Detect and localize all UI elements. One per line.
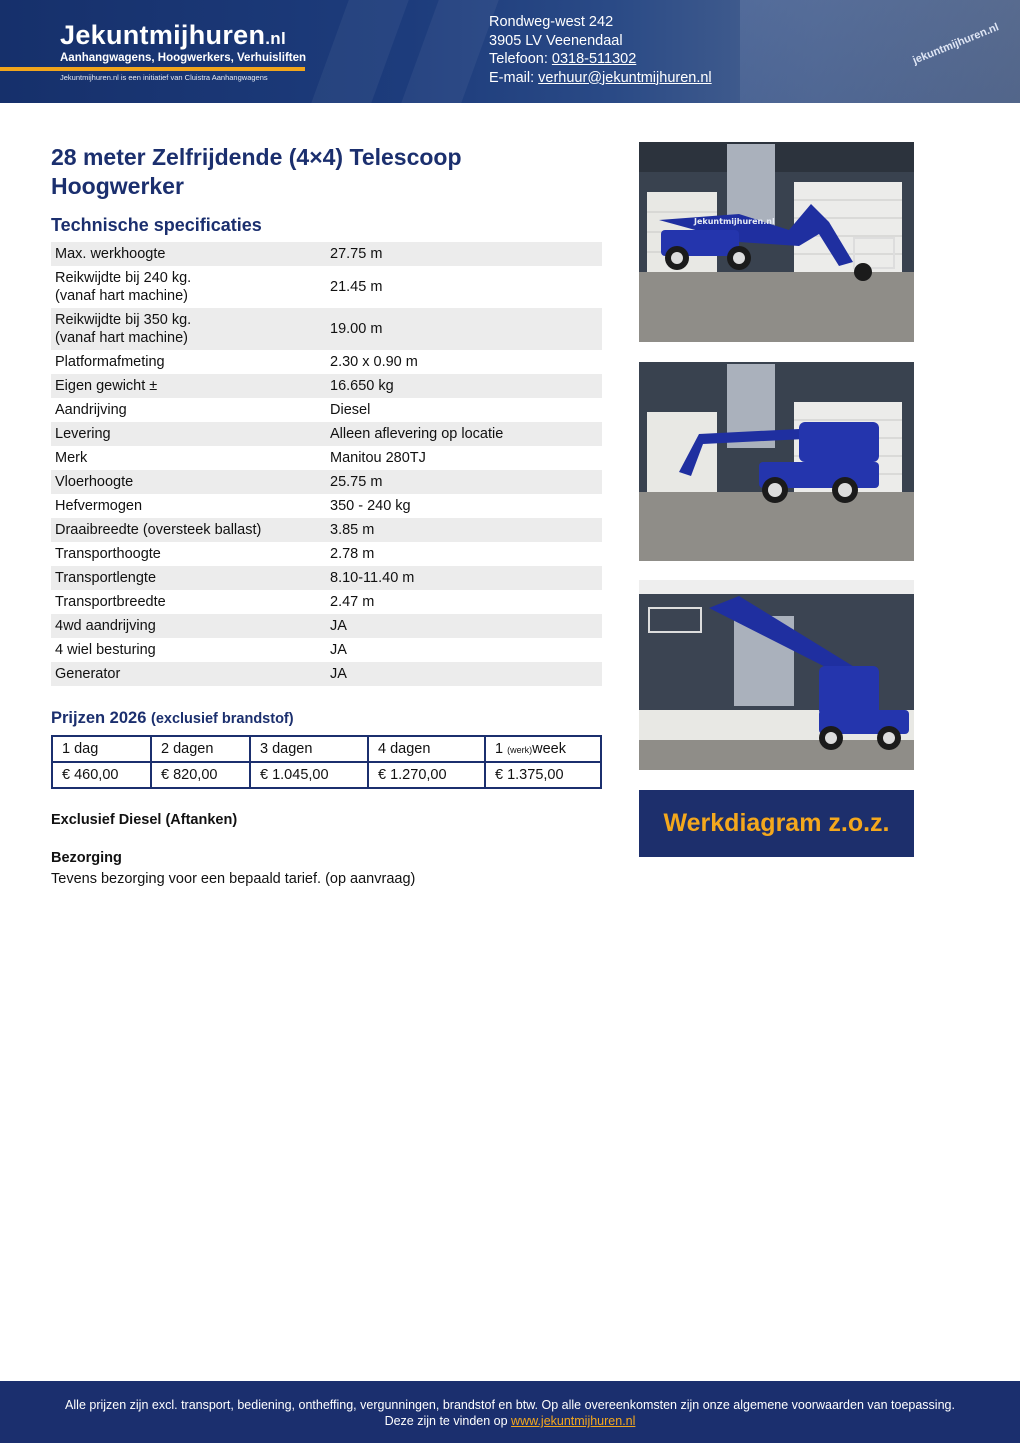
spec-row <box>51 614 602 638</box>
spec-value: Alleen aflevering op locatie <box>330 426 504 442</box>
spec-row <box>51 308 602 350</box>
logo-name: Jekuntmijhuren <box>60 20 266 50</box>
price-amount: € 820,00 <box>151 762 250 788</box>
photo-brand-label: Jekuntmijhuren.nl <box>694 217 775 226</box>
bezorging-text: Tevens bezorging voor een bepaald tarief. (op aanvraag) <box>51 871 416 887</box>
prices-header-row <box>52 736 601 762</box>
spec-value: Diesel <box>330 402 371 418</box>
price-period: 4 dagen <box>368 736 485 762</box>
spec-row <box>51 242 602 266</box>
spec-row <box>51 422 602 446</box>
specs-table <box>51 242 602 686</box>
spec-label: Levering <box>55 426 111 442</box>
spec-row <box>51 398 602 422</box>
price-amount: € 1.045,00 <box>250 762 368 788</box>
spec-label: 4 wiel besturing <box>55 642 156 658</box>
spec-label <box>51 308 330 350</box>
spec-value: 2.30 x 0.90 m <box>330 354 418 370</box>
week-suffix: week <box>532 741 566 757</box>
werkdiagram-button[interactable]: Werkdiagram z.o.z. <box>639 790 914 857</box>
product-photo-1[interactable] <box>639 142 914 342</box>
spec-label: Aandrijving <box>55 402 127 418</box>
spec-row <box>51 518 602 542</box>
price-period: 3 dagen <box>250 736 368 762</box>
spec-value: 25.75 m <box>330 474 383 490</box>
spec-value: 350 - 240 kg <box>330 498 411 514</box>
page-title: 28 meter Zelfrijdende (4×4) Telescoop Hoogwerker <box>51 144 462 199</box>
spec-row <box>51 662 602 686</box>
footer-website-link[interactable]: www.jekuntmijhuren.nl <box>511 1414 636 1428</box>
spec-label: Merk <box>55 450 88 466</box>
logo-tld: .nl <box>265 29 286 48</box>
contact-block <box>489 13 712 87</box>
prices-heading-note: (exclusief brandstof) <box>150 711 294 727</box>
address-city: 3905 LV Veenendaal <box>489 32 623 49</box>
spec-row <box>51 638 602 662</box>
price-period-week <box>485 736 601 762</box>
spec-value: 21.45 m <box>330 279 383 295</box>
spec-row <box>51 446 602 470</box>
spec-label: 4wd aandrijving <box>55 618 156 634</box>
spec-label: Hefvermogen <box>55 498 143 514</box>
spec-value: 2.78 m <box>330 546 375 562</box>
spec-value: 8.10-11.40 m <box>330 570 415 586</box>
spec-value: JA <box>330 618 347 634</box>
spec-label-sub: (vanaf hart machine) <box>55 330 188 346</box>
prices-heading <box>51 709 294 728</box>
spec-row <box>51 266 602 308</box>
spec-label: Transportlengte <box>55 570 157 586</box>
spec-label: Generator <box>55 666 121 682</box>
spec-label: Transportbreedte <box>55 594 166 610</box>
price-period: 2 dagen <box>151 736 250 762</box>
footer-link-line <box>0 1413 1020 1429</box>
specs-heading: Technische specificaties <box>51 215 262 235</box>
footer-disclaimer: Alle prijzen zijn excl. transport, bediening, ontheffing, vergunningen, brandstof en btw. Op alle overeenkomsten zijn onze algemene voorwaarden van toepassing. <box>65 1398 955 1412</box>
spec-row <box>51 566 602 590</box>
header-photo <box>740 0 1020 103</box>
prices-heading-main: Prijzen 2026 <box>51 709 147 727</box>
spec-label-main: Reikwijdte bij 350 kg. <box>55 312 192 328</box>
spec-value: 19.00 m <box>330 321 383 337</box>
spec-label: Vloerhoogte <box>55 474 134 490</box>
header-decoration <box>311 0 408 103</box>
address-street: Rondweg-west 242 <box>489 14 614 30</box>
spec-row <box>51 374 602 398</box>
footer-link-prefix: Deze zijn te vinden op <box>384 1414 512 1428</box>
spec-value: JA <box>330 666 347 682</box>
email-label: E-mail: <box>489 69 539 86</box>
prices-table <box>51 735 602 789</box>
spec-value: 3.85 m <box>330 522 375 538</box>
spec-row <box>51 494 602 518</box>
phone-line <box>489 50 712 69</box>
header-decoration <box>401 0 498 103</box>
logo-underline <box>0 67 305 71</box>
email-link[interactable]: verhuur@jekuntmijhuren.nl <box>538 69 712 86</box>
price-amount: € 1.270,00 <box>368 762 485 788</box>
spec-label: Eigen gewicht ± <box>55 378 158 394</box>
spec-row <box>51 470 602 494</box>
spec-label: Platformafmeting <box>55 354 165 370</box>
spec-label: Draaibreedte (oversteek ballast) <box>55 522 262 538</box>
prices-amount-row <box>52 762 601 788</box>
product-photo-2[interactable] <box>639 362 914 561</box>
spec-row <box>51 350 602 374</box>
spec-label <box>51 266 330 308</box>
logo-note: Jekuntmijhuren.nl is een initiatief van Cluistra Aanhangwagens <box>60 73 268 82</box>
product-photo-3[interactable] <box>639 580 914 770</box>
phone-link[interactable]: 0318-511302 <box>551 51 637 67</box>
logo-subtitle: Aanhangwagens, Hoogwerkers, Verhuisliften <box>60 52 307 64</box>
spec-value: JA <box>330 642 347 658</box>
spec-row <box>51 590 602 614</box>
phone-label: Telefoon: <box>489 51 552 67</box>
spec-row <box>51 542 602 566</box>
header-photo-tag: jekuntmijhuren.nl <box>911 21 1001 67</box>
page-header <box>0 0 1020 103</box>
spec-label-sub: (vanaf hart machine) <box>55 288 188 304</box>
price-amount: € 1.375,00 <box>485 762 601 788</box>
spec-value: Manitou 280TJ <box>330 450 426 466</box>
spec-value: 2.47 m <box>330 594 375 610</box>
spec-value: 16.650 kg <box>330 378 394 394</box>
bezorging-heading: Bezorging <box>51 850 122 866</box>
spec-label-main: Reikwijdte bij 240 kg. <box>55 270 192 286</box>
spec-label: Max. werkhoogte <box>55 246 166 262</box>
price-period: 1 dag <box>52 736 151 762</box>
email-line <box>489 69 712 88</box>
week-small: (werk) <box>507 745 533 755</box>
week-prefix: 1 <box>495 741 508 757</box>
spec-value: 27.75 m <box>330 246 383 262</box>
price-amount: € 460,00 <box>52 762 151 788</box>
spec-label: Transporthoogte <box>55 546 161 562</box>
exclusief-note: Exclusief Diesel (Aftanken) <box>51 812 238 828</box>
logo[interactable] <box>60 20 286 51</box>
footer-text <box>0 1397 1020 1429</box>
